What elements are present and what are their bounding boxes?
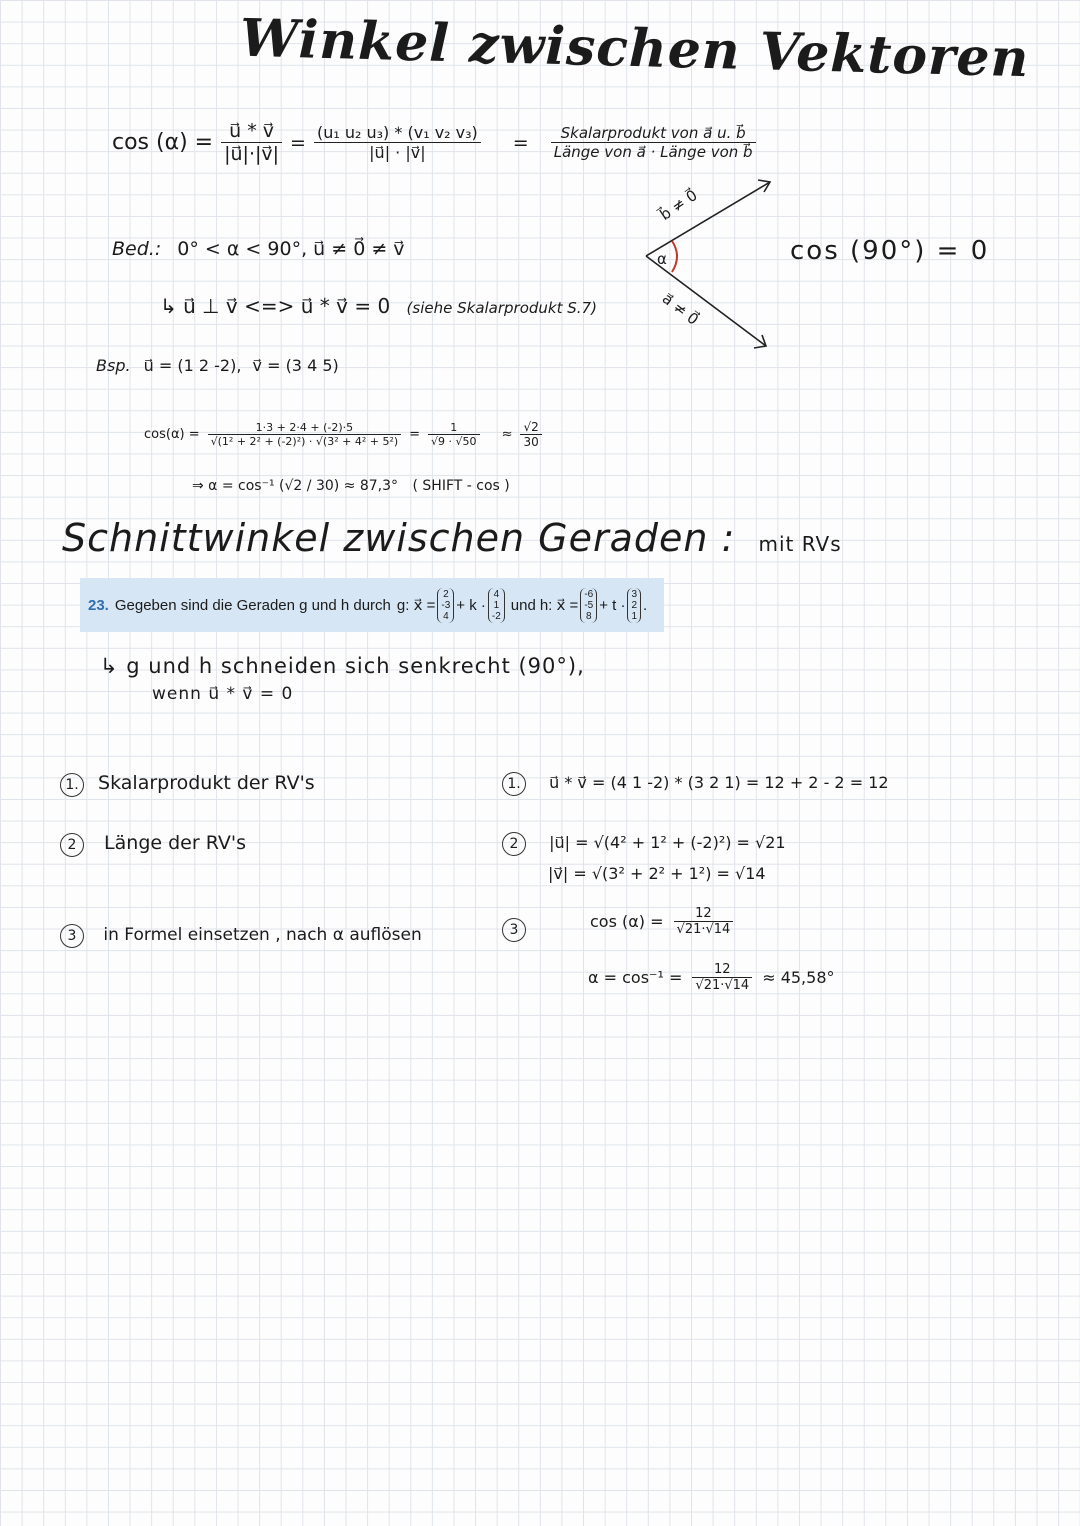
solution-3-label: 3 xyxy=(502,918,526,942)
solution-3-cos: cos (α) = $\frac{12}{√21\cdot√14}$ xyxy=(590,906,733,937)
perpendicular-condition: wenn u⃗ * v⃗ = 0 xyxy=(152,684,294,704)
formula-fraction-2: $\frac{\text{(u₁ u₂ u₃) * (v₁ v₂ v₃)}}{|u⃗| \cdot |v⃗|}$ xyxy=(314,123,481,162)
angle-diagram xyxy=(620,160,800,360)
section-heading-lines: Schnittwinkel zwischen Geraden : mit RVs xyxy=(62,516,842,560)
step-1: 1. Skalarprodukt der RV's xyxy=(60,772,315,797)
solution-2: 2 |u⃗| = √(4² + 1² + (-2)²) = √21 xyxy=(502,832,786,856)
angle-arc xyxy=(672,241,677,272)
h-support-vector: -6 -5 8 xyxy=(580,588,597,623)
g-direction-vector: 4 1 -2 xyxy=(488,588,505,623)
g-support-vector: 2 -3 4 xyxy=(437,588,454,623)
label-b-vector: b⃗ ≠ 0⃗ xyxy=(656,186,701,224)
example-vectors: Bsp. u⃗ = (1 2 -2), v⃗ = (3 4 5) xyxy=(96,356,339,375)
example-cos-computation: cos(α) = $\frac{1\cdot 3 + 2\cdot 4 + (-2)\cdot 5}{\text{√(1² + 2² + (-2)²) · √(3² + 4² + 5²)}}$ = $\frac{1}{√9 \cdot √50}$ ≈ $\frac{√2}{30}$ xyxy=(144,420,542,449)
angle-formula: cos (α) = $\frac{u⃗ * v⃗}{|u⃗|\cdot|v⃗|}$ = $\frac{\text{(u₁ u₂ u₃) * (v₁ v₂ v₃)}}{|u⃗| \cdot |v⃗|}$ = $\frac{\text{Skalarprodukt von a⃗ u. b⃗}}{\text{Länge von a⃗ · Länge von b⃗}}$ xyxy=(112,120,756,165)
step-3: 3 in Formel einsetzen , nach α auflösen xyxy=(60,924,422,948)
label-a-vector: a⃗ ≠ 0⃗ xyxy=(658,289,703,329)
label-alpha: α xyxy=(657,250,667,268)
solution-1: 1. u⃗ * v⃗ = (4 1 -2) * (3 2 1) = 12 + 2 - 2 = 12 xyxy=(502,772,889,796)
h-direction-vector: 3 2 1 xyxy=(627,588,641,623)
formula-fraction-1: $\frac{u⃗ * v⃗}{|u⃗|\cdot|v⃗|}$ xyxy=(221,120,282,165)
solution-3-alpha: α = cos⁻¹ = $\frac{12}{√21\cdot√14}$ ≈ 45,58° xyxy=(588,962,835,993)
step-2: 2 Länge der RV's xyxy=(60,832,246,857)
condition-line: Bed.: 0° < α < 90°, u⃗ ≠ 0⃗ ≠ v⃗ xyxy=(112,238,405,260)
example-alpha-result: ⇒ α = cos⁻¹ (√2 / 30) ≈ 87,3° ( SHIFT - cos ) xyxy=(192,478,510,494)
page-title: Winkel zwischen Vektoren xyxy=(239,7,1031,90)
cos-90-note: cos (90°) = 0 xyxy=(790,236,990,266)
formula-lhs: cos (α) = xyxy=(112,130,214,155)
formula-fraction-3: $\frac{\text{Skalarprodukt von a⃗ u. b⃗}}{\text{Länge von a⃗ · Länge von b⃗}}$ xyxy=(551,124,756,161)
task-23-box: 23. Gegeben sind die Geraden g und h durch g: x⃗ = 2 -3 4 + k · 4 1 -2 und h: x⃗ = -6 -5 8 + t · 3 2 1 . xyxy=(80,578,664,632)
solution-2b: |v⃗| = √(3² + 2² + 1²) = √14 xyxy=(548,864,766,883)
condition-implication: ↳ u⃗ ⊥ v⃗ <=> u⃗ * v⃗ = 0 (siehe Skalarprodukt S.7) xyxy=(160,294,597,318)
perpendicular-note: ↳ g und h schneiden sich senkrecht (90°), xyxy=(100,654,585,678)
